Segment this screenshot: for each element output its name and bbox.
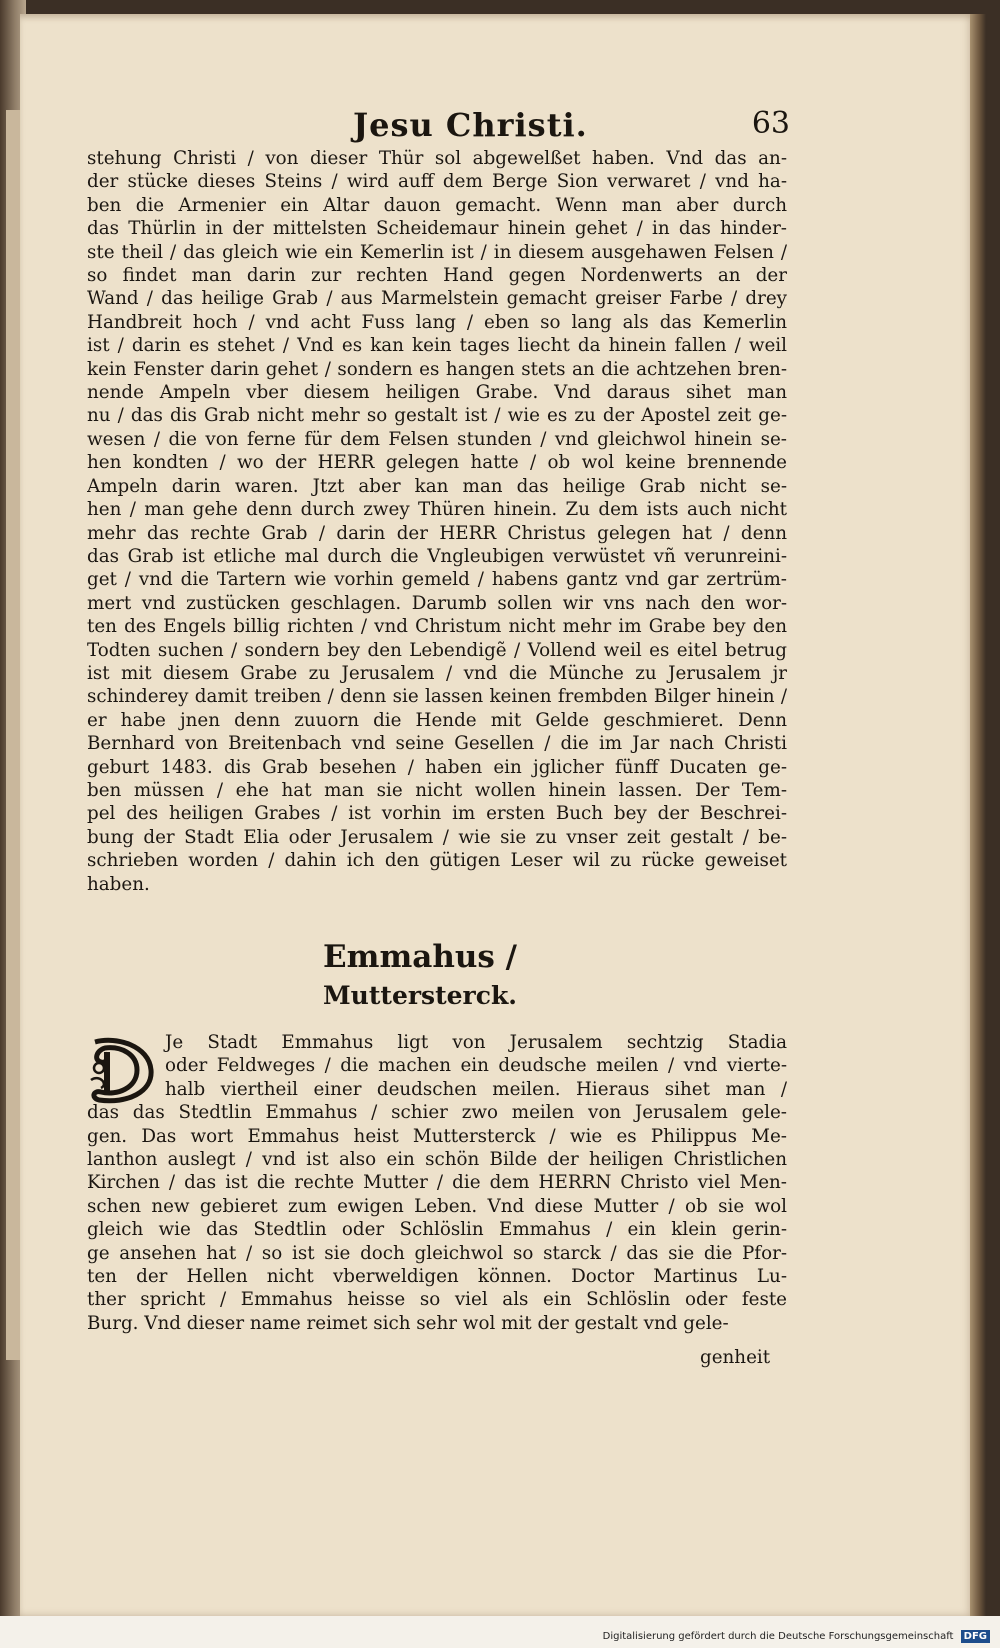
text-line: Handbreit hoch / vnd acht Fuss lang / eben so lang als das Kemerlin — [87, 311, 787, 333]
text-line: ten der Hellen nicht vberweldigen können. Doctor Martinus Lu- — [87, 1266, 787, 1288]
text-line: Ampeln darin waren. Jtzt aber kan man das heilige Grab nicht se- — [87, 475, 787, 497]
text-line: wesen / die von ferne für dem Felsen stunden / vnd gleichwol hinein se- — [87, 428, 787, 450]
text-line: so findet man darin zur rechten Hand gegen Nordenwerts an der — [87, 265, 787, 287]
text-line: ben müssen / ehe hat man sie nicht wollen hinein lassen. Der Tem- — [87, 779, 787, 801]
catchword: genheit — [700, 1347, 771, 1368]
text-line: halb viertheil einer deudschen meilen. Hieraus sihet man / — [165, 1078, 787, 1100]
text-line: gleich wie das Stedtlin oder Schlöslin Emmahus / ein klein gerin- — [87, 1219, 787, 1241]
text-line: ge ansehen hat / so ist sie doch gleichwol so starck / das sie die Pfor- — [87, 1242, 787, 1264]
dfg-logo: DFG — [961, 1630, 990, 1643]
text-line: er habe jnen denn zuuorn die Hende mit Gelde geschmieret. Denn — [87, 709, 787, 731]
text-line: ther spricht / Emmahus heisse so viel als ein Schlöslin oder feste — [87, 1289, 787, 1311]
text-line: Todten suchen / sondern bey den Lebendigẽ / Vollend weil es eitel betrug — [87, 639, 787, 661]
text-line: ist mit diesem Grabe zu Jerusalem / vnd die Münche zu Jerusalem jr — [87, 662, 787, 684]
text-line: ist / darin es stehet / Vnd es kan kein tages liecht da hinein fallen / weil — [87, 335, 787, 357]
text-line: geburt 1483. dis Grab besehen / haben ein jglicher fünff Ducaten ge- — [87, 756, 787, 778]
page-edge — [970, 14, 986, 1616]
text-line: nu / das dis Grab nicht mehr so gestalt ist / wie es zu der Apostel zeit ge- — [87, 405, 787, 427]
text-line: pel des heiligen Grabes / ist vorhin im ersten Buch bey der Beschrei- — [87, 803, 787, 825]
text-line: schinderey damit treiben / denn sie lassen keinen frembden Bilger hinein / — [87, 686, 787, 708]
text-line: lanthon auslegt / vnd ist also ein schön Bilde der heiligen Christlichen — [87, 1149, 787, 1171]
book-page — [20, 14, 975, 1616]
text-line: kein Fenster darin gehet / sondern es hangen stets an die achtzehen bren- — [87, 358, 787, 380]
text-line: hen / man gehe denn durch zwey Thüren hinein. Zu dem ists auch nicht — [87, 499, 787, 521]
text-line: das das Stedtlin Emmahus / schier zwo meilen von Jerusalem gele- — [87, 1102, 787, 1124]
section-body-text — [87, 1031, 787, 1335]
text-line: Kirchen / das ist die rechte Mutter / die dem HERRN Christo viel Men- — [87, 1172, 787, 1194]
body-text — [87, 147, 787, 896]
credit-text: Digitalisierung gefördert durch die Deutsche Forschungsgemeinschaft — [602, 1631, 954, 1642]
running-title: Jesu Christi. — [353, 106, 588, 144]
text-line: Wand / das heilige Grab / aus Marmelstein gemacht greiser Farbe / drey — [87, 288, 787, 310]
text-line: schrieben worden / dahin ich den gütigen Leser wil zu rücke geweiset — [87, 850, 787, 872]
text-line: mert vnd zustücken geschlagen. Darumb sollen wir vns nach den wor- — [87, 592, 787, 614]
text-line: oder Feldweges / die machen ein deudsche meilen / vnd vierte- — [165, 1055, 787, 1077]
text-line: bung der Stadt Elia oder Jerusalem / wie sie zu vnser zeit gestalt / be- — [87, 826, 787, 848]
text-line: mehr das rechte Grab / darin der HERR Christus gelegen hat / denn — [87, 522, 787, 544]
text-line: ben die Armenier ein Altar dauon gemacht. Wenn man aber durch — [87, 194, 787, 216]
text-line: haben. — [87, 873, 150, 895]
text-line: Burg. Vnd dieser name reimet sich sehr wol mit der gestalt vnd gele- — [87, 1312, 729, 1334]
text-line: das Thürlin in der mittelsten Scheidemaur hinein gehet / in das hinder- — [87, 218, 787, 240]
text-line: stehung Christi / von dieser Thür sol abgewelßet haben. Vnd das an- — [87, 148, 787, 169]
page-number: 63 — [751, 106, 790, 141]
text-line: ste theil / das gleich wie ein Kemerlin ist / in diesem ausgehawen Felsen / — [87, 241, 787, 263]
text-line: Je Stadt Emmahus ligt von Jerusalem sechtzig Stadia — [165, 1032, 787, 1053]
text-line: hen kondten / wo der HERR gelegen hatte / ob wol keine brennende — [87, 452, 787, 474]
text-line: der stücke dieses Steins / wird auff dem Berge Sion verwaret / vnd ha- — [87, 171, 787, 193]
text-line: schen new gebieret zum ewigen Leben. Vnd diese Mutter / ob sie wol — [87, 1195, 787, 1217]
section-heading — [20, 939, 820, 1010]
section-title: Emmahus / — [323, 939, 517, 975]
text-line: nende Ampeln vber diesem heiligen Grabe. Vnd daraus sihet man — [87, 382, 787, 404]
section-subtitle: Muttersterck. — [323, 981, 517, 1010]
text-line: Bernhard von Breitenbach vnd seine Gesellen / die im Jar nach Christi — [87, 733, 787, 755]
text-line: das Grab ist etliche mal durch die Vngleubigen verwüstet vñ verunreini- — [87, 545, 787, 567]
text-line: get / vnd die Tartern wie vorhin gemeld / habens gantz vnd gar zertrüm- — [87, 569, 787, 591]
digitization-credit — [603, 1630, 990, 1643]
text-line: gen. Das wort Emmahus heist Muttersterck / wie es Philippus Me- — [87, 1125, 787, 1147]
text-line: ten des Engels billig richten / vnd Christum nicht mehr im Grabe bey den — [87, 616, 787, 638]
